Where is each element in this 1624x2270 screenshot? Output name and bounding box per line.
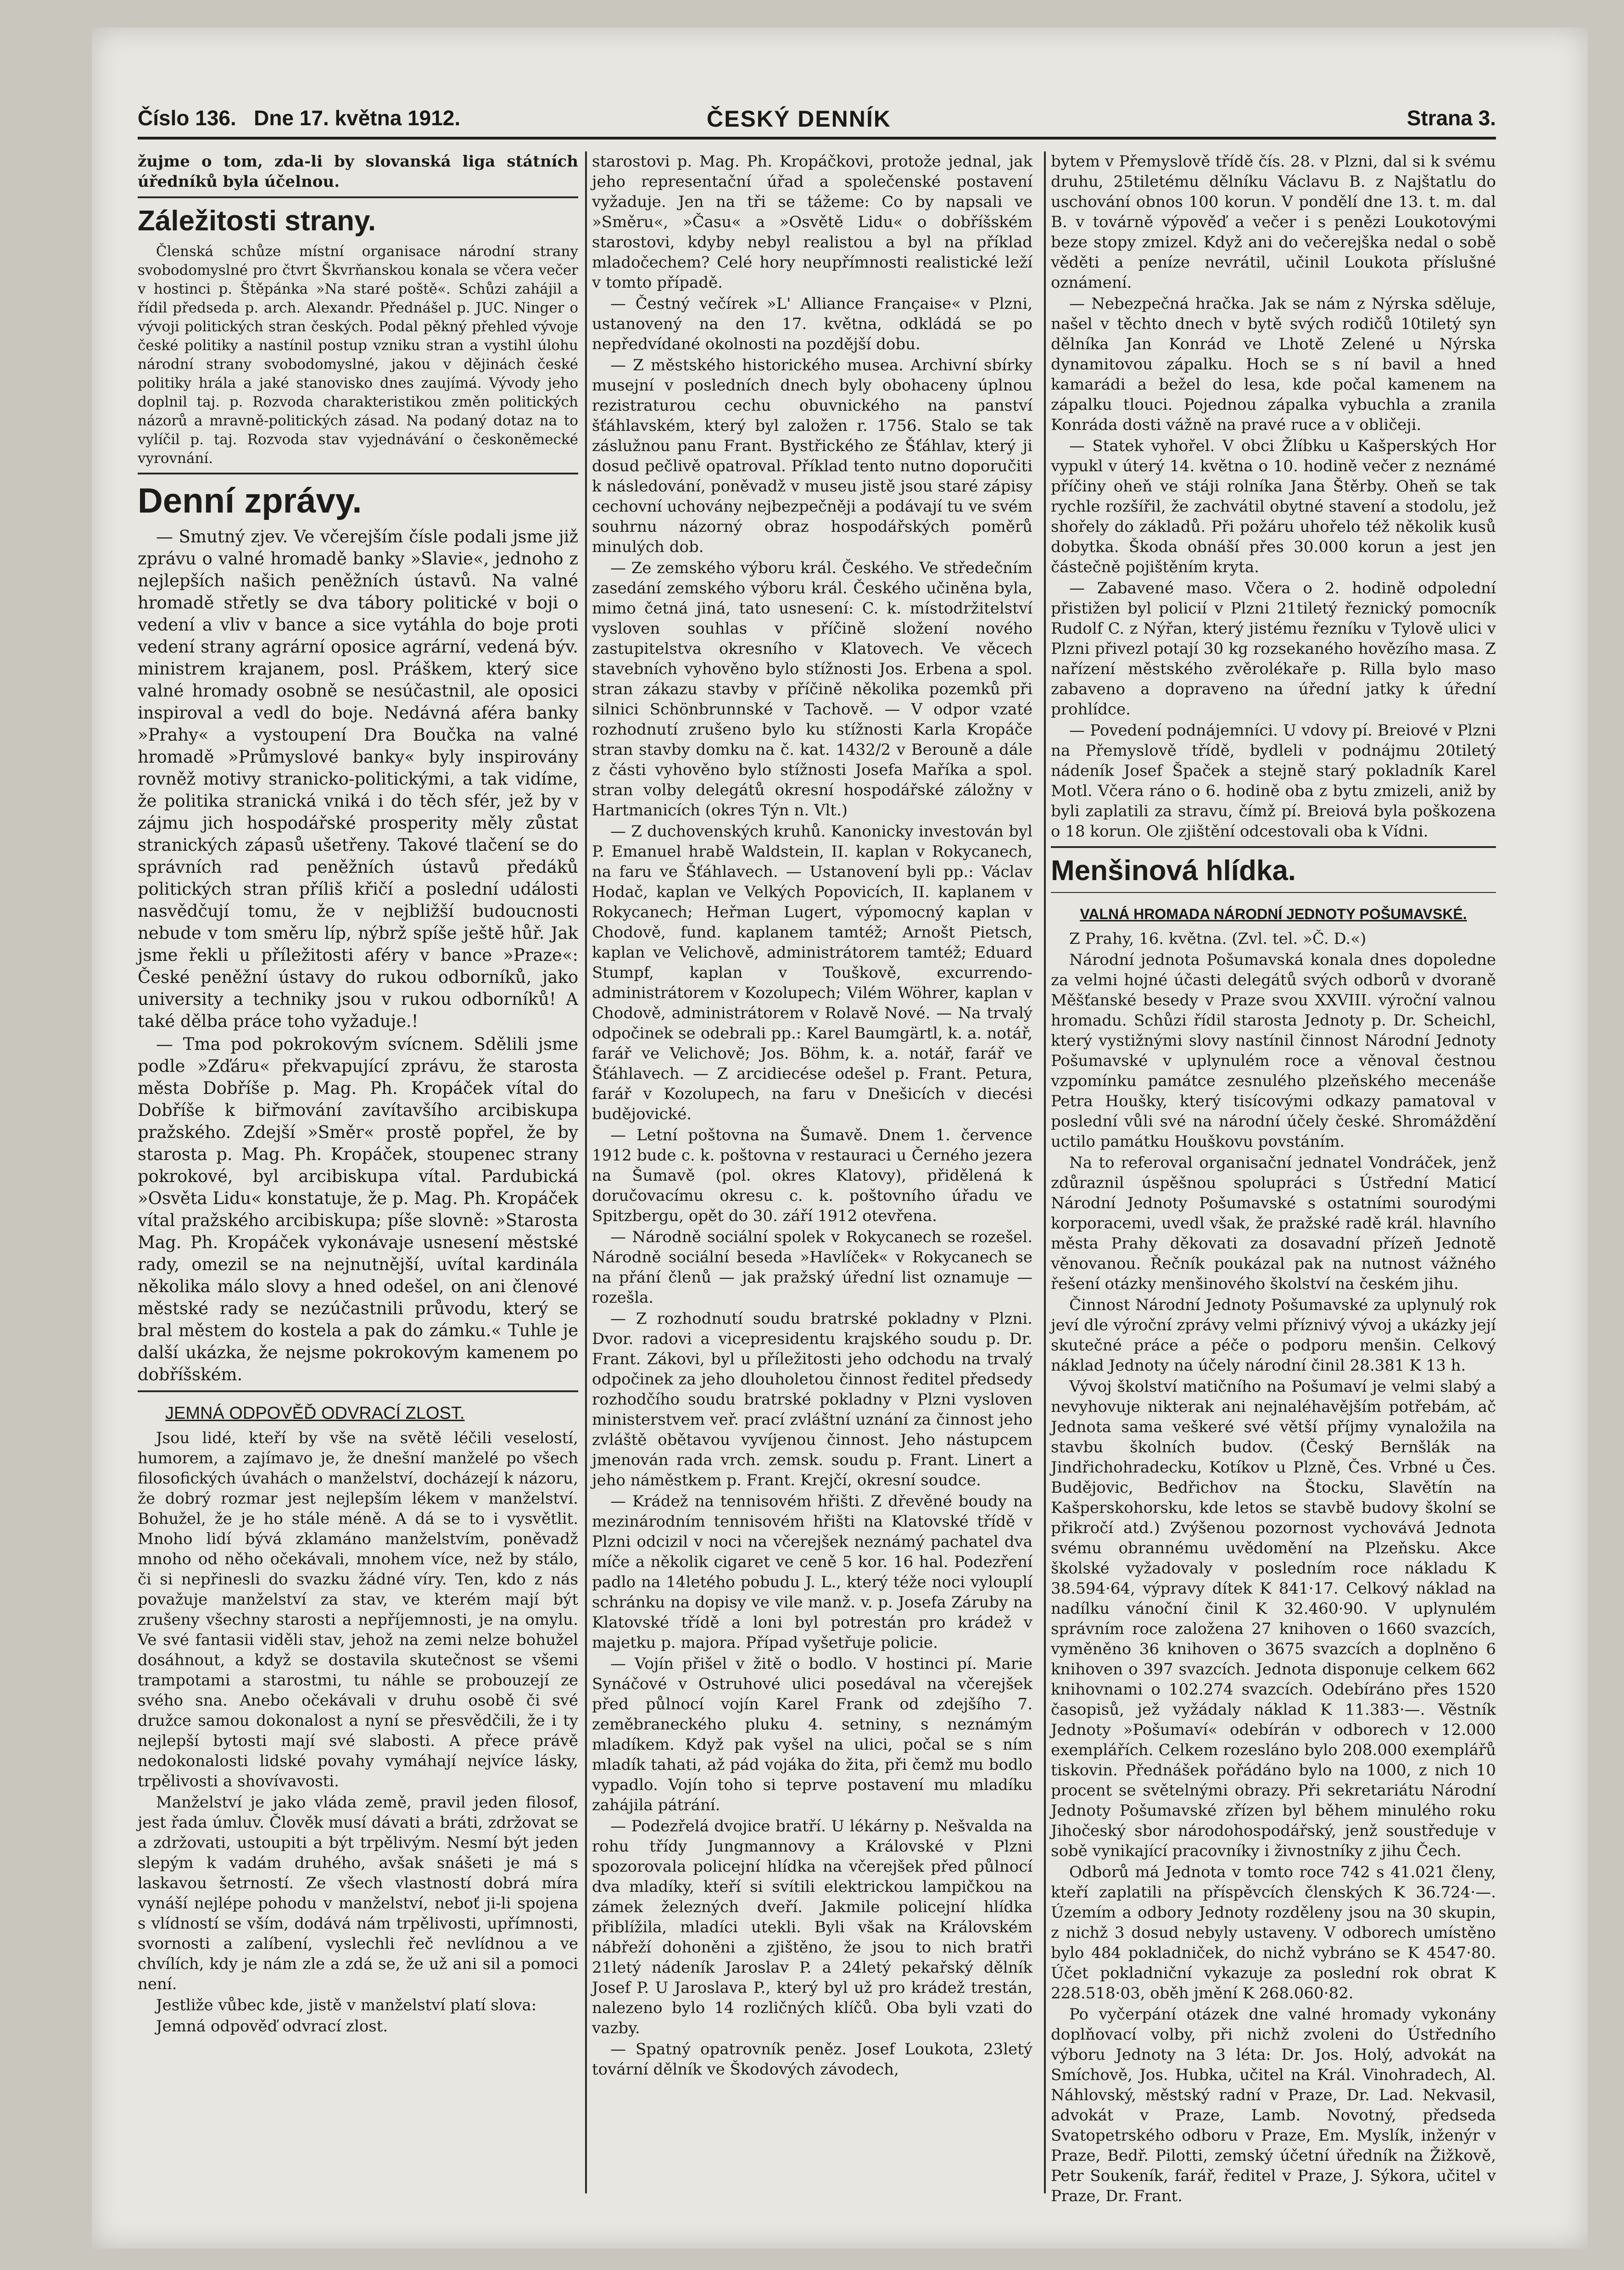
column-1 [138,151,578,2193]
paragraph: — Z rozhodnutí soudu bratrské pokladny v Plzni. Dvor. radovi a vicepresidentu krajského soudu p. Dr. Frant. Zákovi, byl u příležitosti jeho odchodu na trvalý odpočinek za jeho dlouholetou činnost ředitel předsedy rozhodčího soudu bratrské pokladny v Plzni vysloven ministerstvem veř. prací zvláštní uznání za činnost jeho zvláště obětavou vyvíjenou činnost. Jeho nástupcem jmenován rada vrch. zemsk. soudu p. Frant. Linert a jeho náměstkem p. Frant. Krejčí, okresní soudce. [592,1310,1032,1489]
paragraph: Vývoj školství matičního na Pošumaví je velmi slabý a nevyhovuje nikterak ani nejnaléhavějším potřebám, ač Jednota sama veškeré své větší příjmy vynaložila na stavbu školních budov. (Český Bernšlák na Jindřichohradecku, Kotíkov u Plzně, Čes. Vrbné u Čes. Budějovic, Bedřichov na Štocku, Slavětín na Kašperskohorsku, kde letos se stavbě budovy školní se přikročí atd.) Zvýšenou pozornost vychovává Jednota svému obrannému uvědomění na Plzeňsku. Akce školské vyžadovaly v posledním roce nákladu K 38.594·64, výpravy dítek K 841·17. Celkový náklad na nadílku vánoční činil K 32.460·90. V uplynulém správním roce založena 27 knihoven o 1660 svazcích, vyměněno 36 knihoven o 3675 svazcích a doplněno 6 knihoven o 397 svazcích. Jednota disponuje celkem 662 knihovnami o 102.274 svazcích. Odebíráno přes 1520 časopisů, jež vyžádaly náklad K 11.383·—. Věstník Jednoty »Pošumaví« odebírán v odborech v 12.000 exemplářích. Celkem rozesláno bylo 208.000 exemplářů tiskovin. Přednášek pořádáno bylo na 1000, z nich 10 procent se světelnými obrazy. Při sekretariátu Národní Jednoty Pošumavské zřízen byl během minulého roku Jihočeský sbor národohospodářský, jenž soustředuje v sobě vynikající pracovníky i živnostníky z jihu Čech. [1051,1378,1496,1860]
paragraph: Jemná odpověď odvrací zlost. [156,2017,388,2036]
newspaper-page [92,28,1588,2248]
section-rule [1051,892,1496,893]
article-heading-assembly: VALNÁ HROMADA NÁRODNÍ JEDNOTY POŠUMAVSKÉ. [1080,906,1467,922]
header-rule [138,137,1496,139]
paragraph: Manželství je jako vláda země, pravil jeden filosof, jest řada úmluv. Člověk musí dávati a bráti, zdržovat se a zdržovati, ustoupiti a být trpělivým. Nesmí být jeden slepým k vadám druhého, avšak snášeti je má s laskavou šetrností. Ze všech vlastností dobrá míra vynáší nejlépe pohodu v manželství, neboť ji-li spojena s vlídností se vším, dodává nám trpělivosti, upřímnosti, svornosti a zalíbení, vyslechli řeč nevlídnou a ve chvílích, kdy je nám zle a zdá se, že už ani sil a pomoci není. [138,1793,578,1993]
paragraph: Jestliže vůbec kde, jistě v manželství platí slova: [156,1996,537,2014]
issue-number: Číslo 136. [138,106,236,130]
section-rule [138,196,578,198]
page-number: Strana 3. [1406,106,1496,130]
paragraph: — Povedení podnájemníci. U vdovy pí. Breiové v Plzni na Přemyslově třídě, bydleli v podnájmu 20tiletý nádeník Josef Špaček a stejně starý pokladník Karel Motl. Včera ráno o 6. hodině oba z bytu zmizeli, aniž by byli zaplatili za stravu, čímž pí. Breiová byla poškozena o 18 korun. Ole zjištění odcestovali oba k Vídni. [1051,721,1496,841]
paragraph: — Národně sociální spolek v Rokycanech se rozešel. Národně sociální beseda »Havlíček« v Rokycanech se na přání členů — jak pražský úřední list oznamuje — rozešla. [592,1228,1032,1307]
paragraph: starostovi p. Mag. Ph. Kropáčkovi, protože jednal, jak jeho representační úřad a společenské postavení vyžaduje. Jen na tři se tážeme: Co by napsali ve »Směru«, »Času« a »Osvětě Lidu« o dobříšském starostovi, kdyby nebyl realistou a byl na příklad mladočechem? Celé hory neupřímnosti realistické leží v tomto případě. [592,152,1032,292]
paragraph: — Tma pod pokrokovým svícnem. Sdělili jsme podle »Zďáru« překvapující zprávu, že starosta města Dobříše p. Mag. Ph. Kropáček vítal do Dobříše k biřmování zavítavšího arcibiskupa pražského. Zdejší »Směr« prostě popřel, že by starosta p. Mag. Ph. Kropáček, stoupenec strany pokrokové, byl arcibiskupa vítal. Pardubická »Osvěta Lidu« konstatuje, že p. Mag. Ph. Kropáček vítal pražského arcibiskupa; píše slovně: »Starosta Mag. Ph. Kropáček vykonávaje usnesení městské rady, omezil se na nejnutnější, uvítal kardinála několika málo slovy a hned odešel, on ani členové městské rady se nezúčastnili průvodu, který se bral městem do kostela a pak do zámku.« Tuhle je další ukázka, že nejsme pokrokovým kamenem po dobříšském. [138,1034,578,1384]
issue-date: Dne 17. května 1912. [254,106,461,130]
paragraph: — Podezřelá dvojice bratří. U lékárny p. Nešvalda na rohu třídy Jungmannovy a Královské v Plzni spozorovala policejní hlídka na včerejšek před půlnocí dva mladíky, kteří si svítili elektrickou lampičkou na zámek železných dveří. Jakmile policejní hlídka přiblížila, mladíci utekli. Byli však na Královském nábřeží dohoněni a zjištěno, že jsou to nich bratři 21letý nádeník Jaroslav P. a 24letý pekařský dělník Josef P. U Jaroslava P., který byl už pro krádež trestán, nalezeno bylo 14 rozličných klíčů. Oba byli vzati do vazby. [592,1817,1032,2037]
paragraph: — Čestný večírek »L' Alliance Française« v Plzni, ustanovený na den 17. května, odkládá se po nepředvídané okolnosti na pozdější dobu. [592,295,1032,353]
paragraph: — Zabavené maso. Včera o 2. hodině odpolední přistižen byl policií v Plzni 21tiletý řeznický pomocník Rudolf C. z Nýřan, který jistému řezníku v Tylově ulici v Plzni přivezl potají 30 kg rozsekaného hovězího masa. Z nařízení městského zvěrolékaře p. Rilla bylo maso zabaveno a dopraveno na úřední jatky k úřední prohlídce. [1051,579,1496,719]
column-divider [1044,151,1046,2193]
paragraph: Po vyčerpání otázek dne valné hromady vykonány doplňovací volby, při nichž zvoleni do Ústředního výboru Jednoty na 3 léta: Dr. Jos. Holý, advokát na Smíchově, Jos. Hubka, učitel na Král. Vinohradech, Al. Náhlovský, městský radní v Praze, Dr. Lad. Nekvasil, advokát v Praze, Lamb. Novotný, předseda Svatopetrského odboru v Praze, Em. Myslík, inženýr v Praze, Bedř. Pilotti, zemský účetní úředník na Žižkově, Petr Soukeník, farář, ředitel v Praze, J. Sýkora, učitel v Praze, Dr. Frant. [1051,2005,1496,2205]
section-heading-minority: Menšinová hlídka. [1051,855,1296,887]
paragraph: — Krádež na tennisovém hřišti. Z dřevěné boudy na mezinárodním tennisovém hřišti na Klatovské třídě v Plzni odcizil v noci na včerejšek neznámý pachatel dva míče a několik cigaret ve ceně 5 kor. 16 hal. Podezření padlo na 14letého pobudu J. L., který téže noci vylouplí schránku na dopisy ve vile manž. v. p. Josefa Záruby na Klatovské třídě a loni byl potrestán pro krádež v majetku p. majora. Případ vyšetřuje policie. [592,1492,1032,1652]
section-rule [138,1390,578,1392]
column-3 [1051,151,1496,2205]
paragraph: žujme o tom, zda-li by slovanská liga státních úředníků byla účelnou. [138,152,578,191]
section-heading-news: Denní zprávy. [138,481,362,520]
article-heading-soft-answer: JEMNÁ ODPOVĚĎ ODVRACÍ ZLOST. [165,1404,465,1423]
paragraph: Jsou lidé, kteří by vše na světě léčili veselostí, humorem, a zajímavo je, že dnešní manželé po všech filosofických úvahách o manželství, docházejí k názoru, že dobrý rozmar jest nejlepším lékem v manželství. Bohužel, že je ho stále méně. A dá se to i vysvětlit. Mnoho lidí bývá zklamáno manželstvím, poněvadž mnoho od něho očekávali, mnohem více, než by stálo, či si nepřinesli do svazku žádné víry. Ten, kdo z nás považuje manželství za stav, ve kterém mají být zrušeny všechny starosti a nepříjemnosti, je na omylu. Ve své fantasii viděli stav, jehož na zemi nelze bohužel dosáhnout, a když se dostavila skutečnost se všemi trampotami a starostmi, tu náhle se probouzejí ze svého sna. Anebo očekávali v druhu osobě či své družce samou dokonalost a nyní se přesvědčili, že i ty nejlepší bytosti mají své slabosti. A přece právě nedokonalosti lidské povahy vymáhají nejvíce lásky, trpělivosti a shovívavosti. [138,1429,578,1790]
paragraph: Na to referoval organisační jednatel Vondráček, jenž zdůraznil úspěšnou spolupráci s Ústřední Maticí Národní Jednoty Pošumavské s ostatními sourodými korporacemi, uvedl však, že pražské radě král. hlavního města Prahy děkovati za dosavadní přízeň Jednotě věnovanou. Řečník poukázal pak na nutnost vážného řešení otázky menšinového školství na českém jihu. [1051,1154,1496,1293]
paragraph: — Statek vyhořel. V obci Žlíbku u Kašperských Hor vypukl v úterý 14. května o 10. hodině večer z neznámé příčiny oheň ve stáji rolníka Jana Štěrby. Oheň se tak rychle rozšířil, že zachvátil obytné stavení a stodolu, jež shořely do základů. Při požáru uhořelo též několik kusů dobytka. Škoda obnáší přes 30.000 korun a jest jen částečně pojištěním kryta. [1051,437,1496,576]
page-header [138,106,1496,138]
paragraph: — Letní poštovna na Šumavě. Dnem 1. července 1912 bude c. k. poštovna v restauraci u Černého jezera na Šumavě (pol. okres Klatovy), přidělená k doručovacímu okresu c. k. poštovního úřadu ve Spitzbergu, opět do 30. září 1912 otevřena. [592,1126,1032,1225]
paragraph: Činnost Národní Jednoty Pošumavské za uplynulý rok jeví dle výroční zprávy velmi příznivý vývoj a ukázky její skutečné práce a péče o podporu menšin. Celkový náklad Jednoty na účely národní činil 28.381 K 13 h. [1051,1296,1496,1375]
paragraph: Odborů má Jednota v tomto roce 742 s 41.021 členy, kteří zaplatili na příspěvcích členských K 36.724·—. Územím a odbory Jednoty rozděleny jsou na 30 skupin, z nichž 3 dosud nebyly ustaveny. V odborech umístěno bylo 484 pokladniček, do nichž vybráno se K 4547·80. Účet pokladniční vykazuje za poslední rok obrat K 228.518·03, oběh jmění K 268.060·82. [1051,1863,1496,2002]
section-rule [138,473,578,474]
column-2 [592,151,1032,2193]
dateline: Z Prahy, 16. května. (Zvl. tel. »Č. D.«) [1069,930,1367,948]
paragraph: — Z městského historického musea. Archivní sbírky musejní v posledních dnech byly obohaceny úplnou rezistraturou cechu obuvnického na panství šťáhlavském, který byl založen r. 1756. Stalo se tak záslužnou panu Frant. Bystřického ze Šťáhlav, který ji dosud pečlivě opatroval. Příklad tento nutno doporučiti k následování, poněvadž v museu jistě jsou staré zápisy cechovní uchovány nejbezpečněji a podávají tu ve svém souhrnu názorný obraz hospodářských poměrů minulých dob. [592,356,1032,556]
paragraph: — Vojín přišel v žitě o bodlo. V hostinci pí. Marie Synáčové v Ostruhové ulici posedával na včerejšek před půlnocí vojín Karel Frank od zdejšího 7. zeměbraneckého pluku 4. setniny, s neznámým mladíkem. Když pak vyšel na ulici, počal se s ním mladík tahati, až pád vojáka do žita, při čemž mu bodlo vypadlo. Vojín toho si teprve postavení mu mladíku zahájila pátrání. [592,1655,1032,1814]
section-heading-party: Záležitosti strany. [138,205,376,237]
paragraph: — Spatný opatrovník peněz. Josef Loukota, 23letý tovární dělník ve Škodových závodech, [592,2040,1032,2079]
paragraph: Členská schůze místní organisace národní strany svobodomyslné pro čtvrt Škvrňanskou konala se včera večer v hostinci p. Štěpánka »Na staré poště«. Schůzi zahájil a řídil předseda p. arch. Alexandr. Přednášel p. JUC. Ninger o vývoji politických stran českých. Podal pěkný přehled vývoje české politiky a nastínil postup vzniku stran a vystihl úlohu národní strany svobodomyslné, jakou v dějinách české politiky hrála a jaké stanovisko dnes zaujímá. Vývody jeho doplnil taj. p. Rozvoda charakteristikou změn politických názorů a mravně-politických zásad. Na podaný dotaz na to vylíčil p. taj. Rozvoda stav vyjednávání o českoněmecké vyrovnání. [138,243,578,467]
paragraph: — Z duchovenských kruhů. Kanonicky investován byl P. Emanuel hrabě Waldstein, II. kaplan v Rokycanech, na faru ve Šťáhlavech. — Ustanovení byli pp.: Václav Hodač, kaplan ve Velkých Popovicích, II. kaplanem v Rokycanech; Heřman Lugert, výpomocný kaplan v Chodově, fund. kaplanem tamtéž; Arnošt Pietsch, kaplan ve Velichově, administrátorem tamtéž; Eduard Stumpf, kaplan v Touškově, excurrendo-administrátorem v Kozolupech; Vilém Wöhrer, kaplan v Chodově, administrátorem v Rolavě Nové. — Na trvalý odpočinek se odebrali pp.: Karel Baumgärtl, k. a. notář, farář ve Velichově; Jos. Böhm, k. a. notář, farář ve Šťáhlavech. — Z arcidiecése odešel p. Frant. Petura, farář v Kozolupech, na faru v Dnešicích v diecési budějovické. [592,822,1032,1123]
issue-and-date [138,106,460,130]
masthead-title: ČESKÝ DENNÍK [707,106,891,132]
column-divider [585,151,587,2193]
paragraph: — Nebezpečná hračka. Jak se nám z Nýrska sděluje, našel v těchto dnech v bytě svých rodičů 10tiletý syn dělníka Jan Konrád ve Lhotě Zelené u Nýrska dynamitovou zápalku. Hoch se s ní bavil a hned kamarádi a bežel do lesa, kde počal kamenem na zápalku tlouci. Pojednou zápalka vybuchla a zranila Konráda dosti vážně na pravé ruce a v obličeji. [1051,295,1496,434]
section-rule [1051,846,1496,848]
paragraph: bytem v Přemyslově třídě čís. 28. v Plzni, dal si k svému druhu, 25tiletému dělníku Václavu B. z Najštatlu do uschování obnos 100 korun. V pondělí dne 13. t. m. dal B. v továrně výpověď a večer i s penězi Loukotovými beze stopy zmizel. Když ani do večerejška nedal o sobě věděti a peníze nevrátil, učinil Loukota příslušné oznámení. [1051,152,1496,292]
paragraph: Národní jednota Pošumavská konala dnes dopoledne za velmi hojné účasti delegátů svých odborů v dvoraně Měšťanské besedy v Praze svou XXVIII. výroční valnou hromadu. Schůzi řídil starosta Jednoty p. Dr. Scheichl, který vystižnými slovy nastínil činnost Národní Jednoty Pošumavské v uplynulém roce a věnoval čestnou vzpomínku památce zesnulého plzeňského mecenáše Petra Houšky, který tisícovými odkazy pamatoval v poslední vůli své na národní účely české. Shromáždění uctilo památku Houškovu povstáním. [1051,951,1496,1151]
paragraph: — Smutný zjev. Ve včerejším čísle podali jsme již zprávu o valné hromadě banky »Slavie«, jednoho z nejlepších našich peněžních ústavů. Na valné hromadě střetly se dva tábory politické v boji o vedení a vliv v bance a sice vytáhla do boje proti vedení strany agrární oposice agrární, vedená býv. ministrem krajanem, posl. Práškem, který sice valné hromady osobně se nesúčastnil, ale oposici inspiroval a vedl do boje. Nedávná aféra banky »Prahy« a vystoupení Dra Boučka na valné hromadě »Průmyslové banky« byly inspirovány rovněž motivy stranicko-politickými, a tak vidíme, že politika stranická vniká i do těch sfér, jež by v zájmu jich hospodářské prosperity měly zůstat stranických zápasů ušetřeny. Takové tlačení se do správních rad peněžních ústavů předáků politických stran příliš křičí a poslední události nasvědčují tomu, že v nejbližší budoucnosti nebude v tom směru líp, nýbrž spíše ještě hůř. Jak jsme řekli u příležitosti aféry v bance »Praze«: České peněžní ústavy do rukou odborníků, jako university a techniky jsou v rukou odborníků! A také dělba práce toho vyžaduje.! [138,527,578,1031]
paragraph: — Ze zemského výboru král. Českého. Ve středečním zasedání zemského výboru král. Českého učiněna byla, mimo četná jiná, tato usnesení: C. k. místodržitelství vysloven souhlas v příčině složení nového zastupitelstva okresního v Klatovech. Ve věcech stavebních vyhověno bylo stížnosti Jos. Erbena a spol. stran zákazu stavby v příčině několika pozemků při silnici Schönbrunnské v Tachově. — V odpor vzaté rozhodnutí zrušeno bylo ku stížnosti Karla Kropáče stran stavby domku na č. kat. 1432/2 v Berouně a dále z části vyhověno bylo stížnosti Josefa Maříka a spol. stran volby delegátů okresní hospodářské záložny v Hartmanicích (okres Týn n. Vlt.) [592,559,1032,820]
